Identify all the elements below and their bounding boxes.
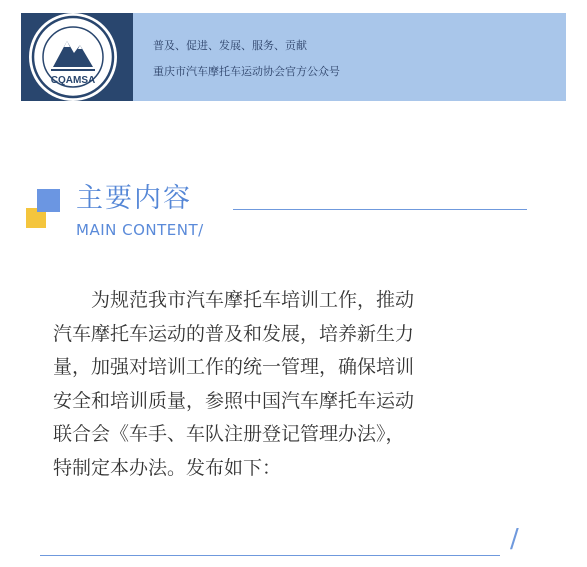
slogan-text: 普及、促进、发展、服务、贡献	[153, 39, 307, 52]
paragraph-line: 为规范我市汽车摩托车培训工作，推动	[53, 289, 415, 311]
header-banner	[21, 13, 566, 101]
intro-paragraph	[53, 284, 531, 485]
official-account-subtitle: 重庆市汽车摩托车运动协会官方公众号	[153, 65, 340, 78]
paragraph-line: 联合会《车手、车队注册登记管理办法》，	[53, 423, 405, 445]
section-title: 主要内容	[76, 183, 192, 214]
heading-blue-square	[37, 189, 60, 212]
heading-divider	[233, 209, 527, 210]
footer-divider	[40, 555, 500, 556]
footer-slash: /	[510, 524, 519, 554]
paragraph-line: 特制定本办法。发布如下：	[53, 456, 282, 479]
cqamsa-logo-icon	[27, 11, 119, 103]
section-title-en: MAIN CONTENT/	[76, 221, 204, 239]
paragraph-line: 汽车摩托车运动的普及和发展，培养新生力	[53, 322, 415, 345]
svg-text:CQAMSA: CQAMSA	[50, 75, 96, 86]
paragraph-line: 量，加强对培训工作的统一管理，确保培训	[53, 356, 415, 378]
paragraph-line: 安全和培训质量，参照中国汽车摩托车运动	[53, 389, 415, 412]
